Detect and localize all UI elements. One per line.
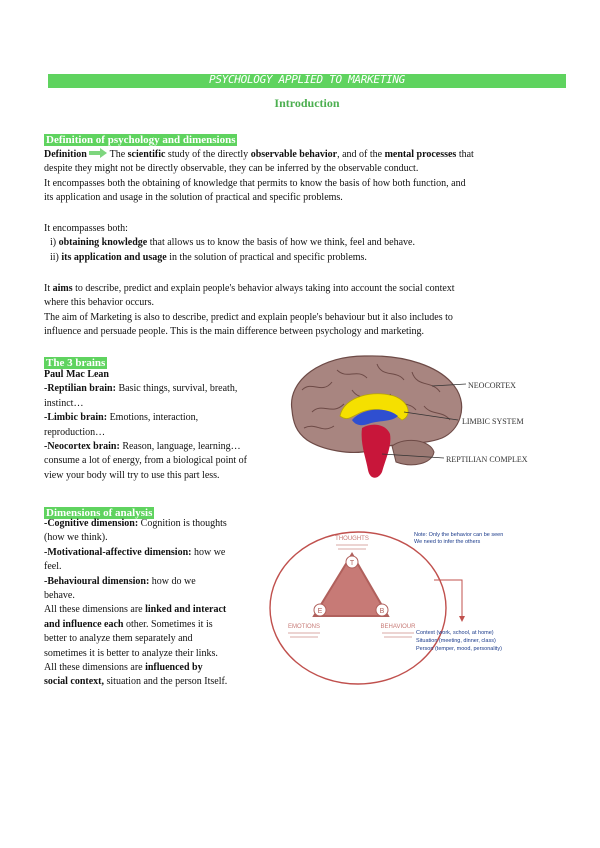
marketing-line-1: The aim of Marketing is also to describe, predict and explain people's behaviour but it also includes to — [44, 311, 453, 323]
reptilian-shape — [362, 425, 391, 478]
section-heading-definition: Definition of psychology and dimensions — [46, 134, 236, 146]
section-heading-dimensions: Dimensions of analysis — [46, 507, 153, 519]
page-subtitle: Introduction — [274, 96, 340, 110]
svg-text:B: B — [379, 608, 385, 615]
linked-line-4: sometimes it is better to analyze their links. — [44, 647, 218, 659]
aims-block — [44, 282, 564, 340]
reptilian-label: REPTILIAN COMPLEX — [446, 455, 528, 464]
svg-text:E: E — [317, 608, 323, 615]
neocortex-item: -Neocortex brain: Reason, language, learning… — [44, 441, 241, 453]
motivational-item-cont: feel. — [44, 561, 62, 573]
arrow-right-icon — [89, 148, 107, 158]
linked-line-3: better to analyze them separately and — [44, 633, 193, 645]
svg-text:T: T — [349, 560, 355, 567]
note-line-2: We need to infer the others — [414, 539, 481, 545]
behaviour-label: BEHAVIOUR — [380, 624, 416, 630]
behavioural-item: -Behavioural dimension: how do we — [44, 575, 196, 587]
limbic-item-cont: reproduction… — [44, 426, 106, 438]
encompasses-block — [44, 222, 564, 265]
definition-line-3: It encompasses both the obtaining of knowledge that permits to know the basis of how both function, and — [44, 177, 466, 189]
section-heading-brains: The 3 brains — [46, 357, 106, 369]
context-line-3: Person (temper, mood, personality) — [416, 646, 502, 652]
encompasses-intro: It encompasses both: — [44, 223, 128, 234]
definition-block — [44, 148, 564, 206]
encompasses-item-1: i) obtaining knowledge that allows us to know the basis of how we think, feel and behave. — [50, 237, 415, 249]
cognitive-item-cont: (how we think). — [44, 532, 108, 544]
neocortex-item-cont: consume a lot of energy, from a biological point of — [44, 455, 248, 467]
brains-author: Paul Mac Lean — [44, 369, 109, 380]
linked-line-1: All these dimensions are linked and interact — [44, 604, 227, 616]
influenced-line-2: social context, situation and the person Itself. — [44, 676, 228, 688]
definition-label: Definition — [44, 149, 87, 160]
neocortex-item-cont2: view your body will try to use this part less. — [44, 469, 220, 481]
marketing-line-2: influence and persuade people. This is the main difference between psychology and marketing. — [44, 326, 425, 338]
arrow-down-icon — [434, 580, 462, 618]
encompasses-item-2: ii) its application and usage in the solution of practical and specific problems. — [50, 251, 367, 263]
page-title: PSYCHOLOGY APPLIED TO MARKETING — [209, 73, 405, 86]
definition-line-2: despite they might not be directly observable, they can be inferred by the observable conduct. — [44, 163, 419, 175]
note-line-1: Note: Only the behavior can be seen — [414, 532, 504, 538]
aims-line-1: It aims to describe, predict and explain people's behavior always taking into account the social context — [44, 283, 455, 294]
motivational-item: -Motivational-affective dimension: how we — [44, 546, 226, 558]
brain-diagram — [282, 350, 528, 490]
limbic-item: -Limbic brain: Emotions, interaction, — [44, 412, 199, 424]
dimensions-text — [44, 517, 264, 690]
reptilian-item: -Reptilian brain: Basic things, survival, breath, — [44, 383, 238, 395]
thoughts-label: THOUGHTS — [335, 536, 369, 542]
emotions-label: EMOTIONS — [287, 624, 321, 630]
neocortex-label: NEOCORTEX — [468, 381, 516, 390]
context-line-2: Situation (meeting, dinner, class) — [416, 638, 496, 644]
cognitive-item: -Cognitive dimension: Cognition is thoughts — [44, 518, 227, 529]
definition-line-4: its application and usage in the solution of practical and specific problems. — [44, 192, 343, 204]
context-line-1: Context (work, school, at home) — [416, 630, 494, 636]
brains-text — [44, 368, 274, 483]
limbic-label: LIMBIC SYSTEM — [462, 417, 524, 426]
definition-line-1: Definition The scientific study of the directly observable behavior, and of the mental processes that — [44, 149, 474, 160]
linked-line-2: and influence each other. Sometimes it is — [44, 618, 213, 630]
behavioural-item-cont: behave. — [44, 590, 75, 602]
aims-line-2: where this behavior occurs. — [44, 297, 154, 309]
reptilian-item-cont: instinct… — [44, 397, 84, 409]
dimensions-diagram — [266, 524, 566, 704]
influenced-line-1: All these dimensions are influenced by — [44, 662, 203, 674]
